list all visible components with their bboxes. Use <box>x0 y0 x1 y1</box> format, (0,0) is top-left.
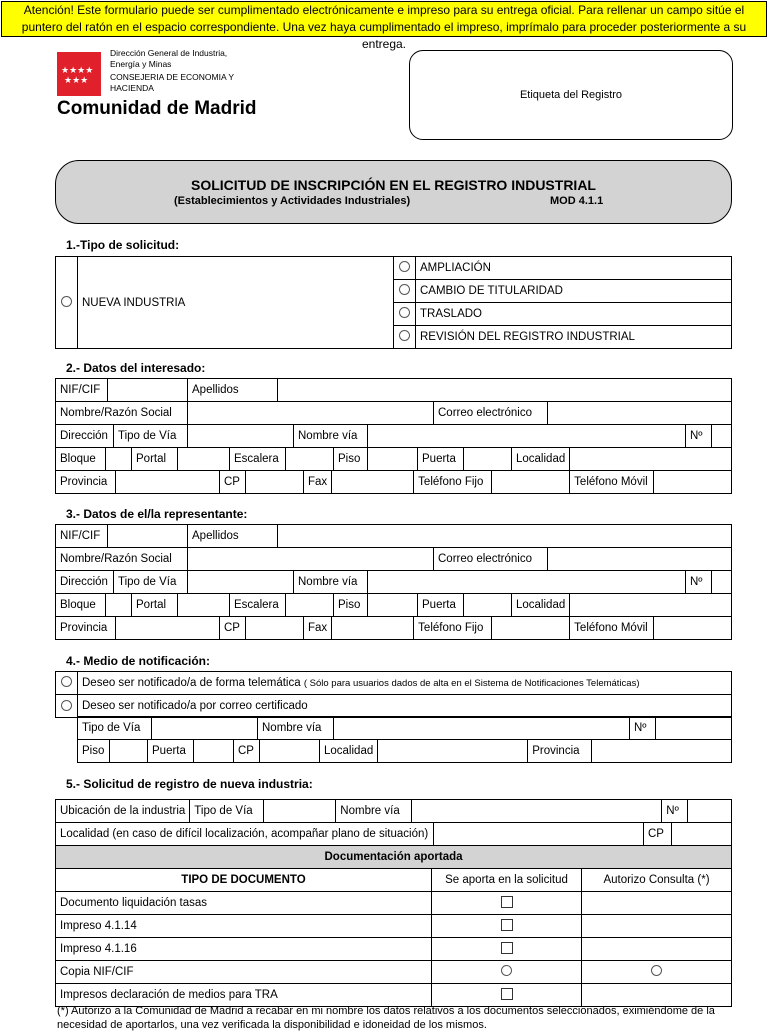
cell-empty <box>582 915 732 938</box>
input-nombrevia[interactable] <box>368 571 686 594</box>
label-fax: Fax <box>304 471 332 494</box>
doc-row-label: Impresos declaración de medios para TRA <box>56 984 432 1007</box>
label-piso: Piso <box>78 740 110 763</box>
section-2-heading: 2.- Datos del interesado: <box>66 361 206 375</box>
cell-empty <box>582 892 732 915</box>
input-puerta[interactable] <box>464 448 512 471</box>
label-tipovia: Tipo de Vía <box>114 571 188 594</box>
label-nombrevia: Nombre vía <box>336 800 412 823</box>
notification-address-row1 <box>77 716 732 740</box>
representante-row1 <box>55 524 732 548</box>
input-localidad[interactable] <box>570 448 732 471</box>
input-num[interactable] <box>688 800 732 823</box>
input-bloque[interactable] <box>106 594 132 617</box>
radio-correo[interactable] <box>56 695 78 718</box>
input-portal[interactable] <box>178 594 230 617</box>
industry-location-row2 <box>55 822 732 846</box>
input-fax[interactable] <box>332 471 414 494</box>
radio-telematica[interactable] <box>56 672 78 695</box>
documents-header: Documentación aportada <box>56 846 732 869</box>
label-provincia: Provincia <box>528 740 592 763</box>
label-escalera: Escalera <box>230 448 286 471</box>
input-cp[interactable] <box>260 740 320 763</box>
label-provincia: Provincia <box>56 617 116 640</box>
label-puerta: Puerta <box>148 740 194 763</box>
label-piso: Piso <box>334 594 368 617</box>
radio-aporta-nif[interactable] <box>432 961 582 984</box>
radio-nueva[interactable] <box>56 257 78 349</box>
input-num[interactable] <box>712 425 732 448</box>
interesado-table <box>55 378 732 402</box>
region-name: Comunidad de Madrid <box>57 98 257 119</box>
org-name: Dirección General de Industria, Energía y Minas CONSEJERIA DE ECONOMIA Y HACIENDA <box>110 48 235 93</box>
radio-revision[interactable] <box>394 326 416 349</box>
label-nombre: Nombre/Razón Social <box>56 402 188 425</box>
input-escalera[interactable] <box>286 448 334 471</box>
input-cp[interactable] <box>672 823 732 846</box>
madrid-logo: ★★★★ ★★★ <box>57 52 101 96</box>
label-nif: NIF/CIF <box>56 379 108 402</box>
label-tipovia: Tipo de Vía <box>190 800 264 823</box>
documents-table <box>55 845 732 1007</box>
form-title-box <box>55 160 732 224</box>
form-code: MOD 4.1.1 <box>550 195 604 207</box>
solicitud-type-table <box>55 256 732 349</box>
label-nombre: Nombre/Razón Social <box>56 548 188 571</box>
label-traslado: TRASLADO <box>416 303 732 326</box>
input-tipovia[interactable] <box>188 425 294 448</box>
radio-autorizo-nif[interactable] <box>582 961 732 984</box>
label-correo: Correo electrónico <box>434 402 548 425</box>
input-correo[interactable] <box>548 548 732 571</box>
input-fax[interactable] <box>332 617 414 640</box>
footnote: (*) Autorizo a la Comunidad de Madrid a recabar en mi nombre los datos relativos a los documentos seleccionados, eximiéndome de la necesidad de aportarlos, una vez verificada la disponibilidad e idoneidad de los mismos. <box>57 1005 715 1031</box>
input-nombrevia[interactable] <box>368 425 686 448</box>
label-localidad: Localidad (en caso de difícil localización, acompañar plano de situación) <box>56 823 434 846</box>
label-cp: CP <box>220 617 246 640</box>
input-nombrevia[interactable] <box>412 800 662 823</box>
input-tmovil[interactable] <box>654 471 732 494</box>
input-tfijo[interactable] <box>492 617 570 640</box>
label-bloque: Bloque <box>56 448 106 471</box>
label-num: Nº <box>630 717 656 740</box>
label-cp: CP <box>644 823 672 846</box>
label-localidad: Localidad <box>320 740 378 763</box>
label-correo-certificado: Deseo ser notificado/a por correo certificado <box>78 695 732 718</box>
input-cp[interactable] <box>246 617 304 640</box>
doc-row-label: Impreso 4.1.16 <box>56 938 432 961</box>
label-tfijo: Teléfono Fijo <box>414 617 492 640</box>
input-nif[interactable] <box>108 525 188 548</box>
interesado-row5 <box>55 470 732 494</box>
label-nombrevia: Nombre vía <box>258 717 334 740</box>
input-nombre[interactable] <box>188 548 434 571</box>
input-tfijo[interactable] <box>492 471 570 494</box>
input-tmovil[interactable] <box>654 617 732 640</box>
input-nif[interactable] <box>108 379 188 402</box>
label-nif: NIF/CIF <box>56 525 108 548</box>
cell-empty <box>582 938 732 961</box>
interesado-row3 <box>55 424 732 448</box>
label-portal: Portal <box>132 594 178 617</box>
col-se-aporta: Se aporta en la solicitud <box>432 869 582 892</box>
label-apellidos: Apellidos <box>188 525 278 548</box>
checkbox-aporta-tasas[interactable] <box>432 892 582 915</box>
label-ampliacion: AMPLIACIÓN <box>416 257 732 280</box>
input-tipovia[interactable] <box>152 717 258 740</box>
input-portal[interactable] <box>178 448 230 471</box>
warning-banner: Atención! Este formulario puede ser cumplimentado electrónicamente e impreso para su entrega oficial. Para rellenar un campo sitúe el puntero del ratón en el espacio correspondiente. Una vez haya cumplimentado el impreso, imprímalo para proceder posteriormente a su entrega. <box>1 1 767 37</box>
label-localidad: Localidad <box>512 594 570 617</box>
input-tipovia[interactable] <box>264 800 336 823</box>
input-provincia[interactable] <box>116 617 220 640</box>
input-bloque[interactable] <box>106 448 132 471</box>
industry-location-row1 <box>55 799 732 823</box>
label-cp: CP <box>220 471 246 494</box>
label-tmovil: Teléfono Móvil <box>570 617 654 640</box>
label-nombrevia: Nombre vía <box>294 571 368 594</box>
input-piso[interactable] <box>368 594 418 617</box>
section-1-heading: 1.-Tipo de solicitud: <box>66 238 180 252</box>
input-localidad[interactable] <box>570 594 732 617</box>
input-nombre[interactable] <box>188 402 434 425</box>
label-num: Nº <box>686 425 712 448</box>
radio-cambio[interactable] <box>394 280 416 303</box>
label-nueva: NUEVA INDUSTRIA <box>78 257 394 349</box>
label-portal: Portal <box>132 448 178 471</box>
input-puerta[interactable] <box>194 740 234 763</box>
input-correo[interactable] <box>548 402 732 425</box>
label-provincia: Provincia <box>56 471 116 494</box>
notification-table <box>55 671 732 718</box>
input-nombrevia[interactable] <box>334 717 630 740</box>
doc-row-label: Documento liquidación tasas <box>56 892 432 915</box>
label-bloque: Bloque <box>56 594 106 617</box>
section-4-heading: 4.- Medio de notificación: <box>66 654 211 668</box>
label-direccion: Dirección <box>56 571 114 594</box>
col-tipo-documento: TIPO DE DOCUMENTO <box>56 869 432 892</box>
registry-label-box: Etiqueta del Registro <box>409 50 733 140</box>
input-provincia[interactable] <box>116 471 220 494</box>
input-piso[interactable] <box>368 448 418 471</box>
label-tmovil: Teléfono Móvil <box>570 471 654 494</box>
label-puerta: Puerta <box>418 594 464 617</box>
label-tfijo: Teléfono Fijo <box>414 471 492 494</box>
section-5-heading: 5.- Solicitud de registro de nueva industria: <box>66 777 313 791</box>
representante-row2 <box>55 547 732 571</box>
input-apellidos[interactable] <box>278 379 732 402</box>
input-cp[interactable] <box>246 471 304 494</box>
form-subtitle: (Establecimientos y Actividades Industriales) <box>174 195 411 207</box>
interesado-row4 <box>55 447 732 471</box>
label-fax: Fax <box>304 617 332 640</box>
checkbox-aporta-4114[interactable] <box>432 915 582 938</box>
label-direccion: Dirección <box>56 425 114 448</box>
label-correo: Correo electrónico <box>434 548 548 571</box>
section-3-heading: 3.- Datos de el/la representante: <box>66 507 248 521</box>
label-tipovia: Tipo de Vía <box>114 425 188 448</box>
form-title: SOLICITUD DE INSCRIPCIÓN EN EL REGISTRO INDUSTRIAL <box>191 177 596 193</box>
label-tipovia: Tipo de Vía <box>78 717 152 740</box>
interesado-row2 <box>55 401 732 425</box>
checkbox-aporta-4116[interactable] <box>432 938 582 961</box>
input-num[interactable] <box>656 717 732 740</box>
label-puerta: Puerta <box>418 448 464 471</box>
input-puerta[interactable] <box>464 594 512 617</box>
label-localidad: Localidad <box>512 448 570 471</box>
input-localidad[interactable] <box>378 740 528 763</box>
label-piso: Piso <box>334 448 368 471</box>
input-num[interactable] <box>712 571 732 594</box>
notification-address-row2 <box>77 739 732 763</box>
col-autorizo: Autorizo Consulta (*) <box>582 869 732 892</box>
input-localidad[interactable] <box>434 823 644 846</box>
radio-traslado[interactable] <box>394 303 416 326</box>
input-escalera[interactable] <box>286 594 334 617</box>
input-tipovia[interactable] <box>188 571 294 594</box>
label-telematica: Deseo ser notificado/a de forma telemática ( Sólo para usuarios dados de alta en el Sistema de Notificaciones Telemáticas) <box>78 672 732 695</box>
label-cp: CP <box>234 740 260 763</box>
representante-row4 <box>55 593 732 617</box>
doc-row-label: Impreso 4.1.14 <box>56 915 432 938</box>
label-num: Nº <box>662 800 688 823</box>
label-ubicacion: Ubicación de la industria <box>56 800 190 823</box>
label-revision: REVISIÓN DEL REGISTRO INDUSTRIAL <box>416 326 732 349</box>
doc-row-label: Copia NIF/CIF <box>56 961 432 984</box>
label-escalera: Escalera <box>230 594 286 617</box>
input-apellidos[interactable] <box>278 525 732 548</box>
representante-row5 <box>55 616 732 640</box>
input-piso[interactable] <box>110 740 148 763</box>
representante-row3 <box>55 570 732 594</box>
radio-ampliacion[interactable] <box>394 257 416 280</box>
label-cambio: CAMBIO DE TITULARIDAD <box>416 280 732 303</box>
label-nombrevia: Nombre vía <box>294 425 368 448</box>
label-num: Nº <box>686 571 712 594</box>
label-apellidos: Apellidos <box>188 379 278 402</box>
input-provincia[interactable] <box>592 740 732 763</box>
